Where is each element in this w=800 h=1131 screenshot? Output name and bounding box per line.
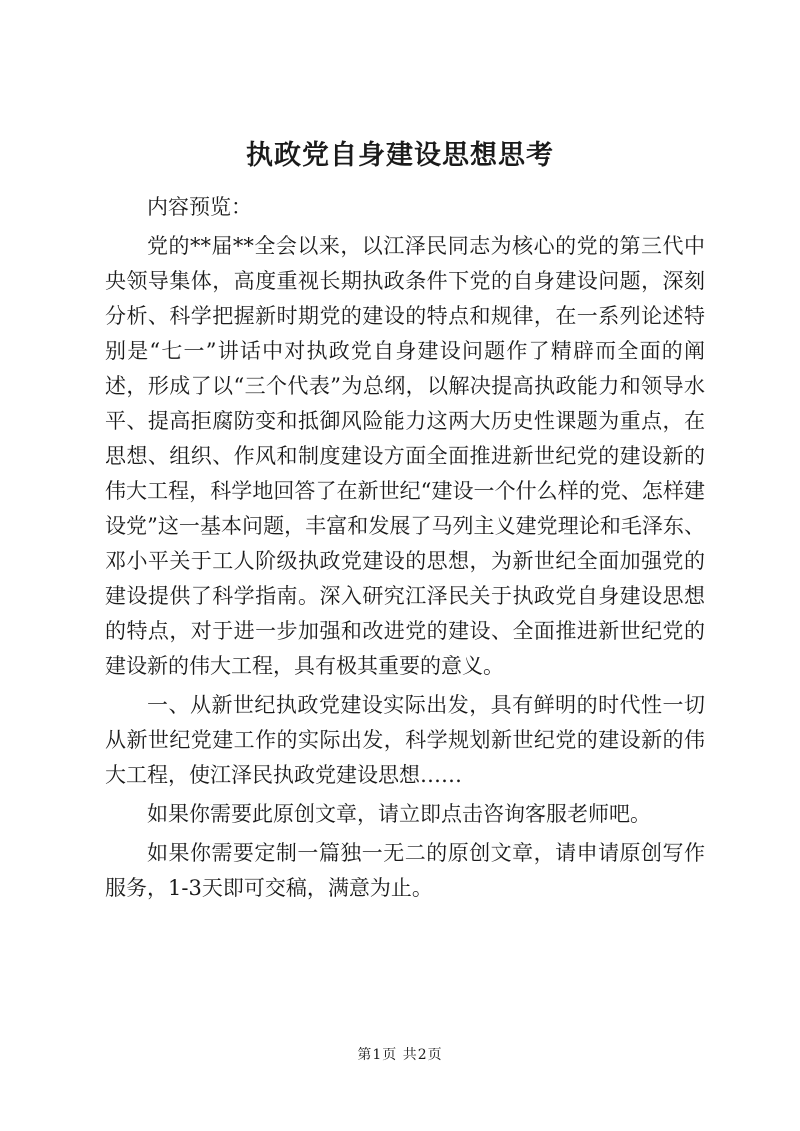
- paragraph-contact-service: 如果你需要此原创文章，请立即点击咨询客服老师吧。: [147, 802, 651, 826]
- preview-label: 内容预览：: [147, 195, 252, 219]
- paragraph-section-one: 一、从新世纪执政党建设实际出发，具有鲜明的时代性一切从新世纪党建工作的实际出发，科学规划新世纪党的建设新的伟大工程，使江泽民执政党建设思想……: [105, 693, 705, 787]
- page-indicator: 第1页 共2页: [357, 1047, 443, 1063]
- document-title: 执政党自身建设思想思考: [246, 140, 554, 171]
- document-body: [105, 190, 705, 906]
- paragraph-intro: 党的**届**全会以来，以江泽民同志为核心的党的第三代中央领导集体，高度重视长期执政条件下党的自身建设问题，深刻分析、科学把握新时期党的建设的特点和规律，在一系列论述特别是“七一”讲话中对执政党自身建设问题作了精辟而全面的阐述，形成了以“三个代表”为总纲，以解决提高执政能力和领导水平、提高拒腐防变和抵御风险能力这两大历史性课题为重点，在思想、组织、作风和制度建设方面全面推进新世纪党的建设新的伟大工程，科学地回答了在新世纪“建设一个什么样的党、怎样建设党”这一基本问题，丰富和发展了马列主义建党理论和毛泽东、邓小平关于工人阶级执政党建设的思想，为新世纪全面加强党的建设提供了科学指南。深入研究江泽民关于执政党自身建设思想的特点，对于进一步加强和改进党的建设、全面推进新世纪党的建设新的伟大工程，具有极其重要的意义。: [105, 234, 705, 678]
- paragraph-custom-writing: 如果你需要定制一篇独一无二的原创文章，请申请原创写作服务，1-3天即可交稿，满意为止。: [105, 841, 705, 900]
